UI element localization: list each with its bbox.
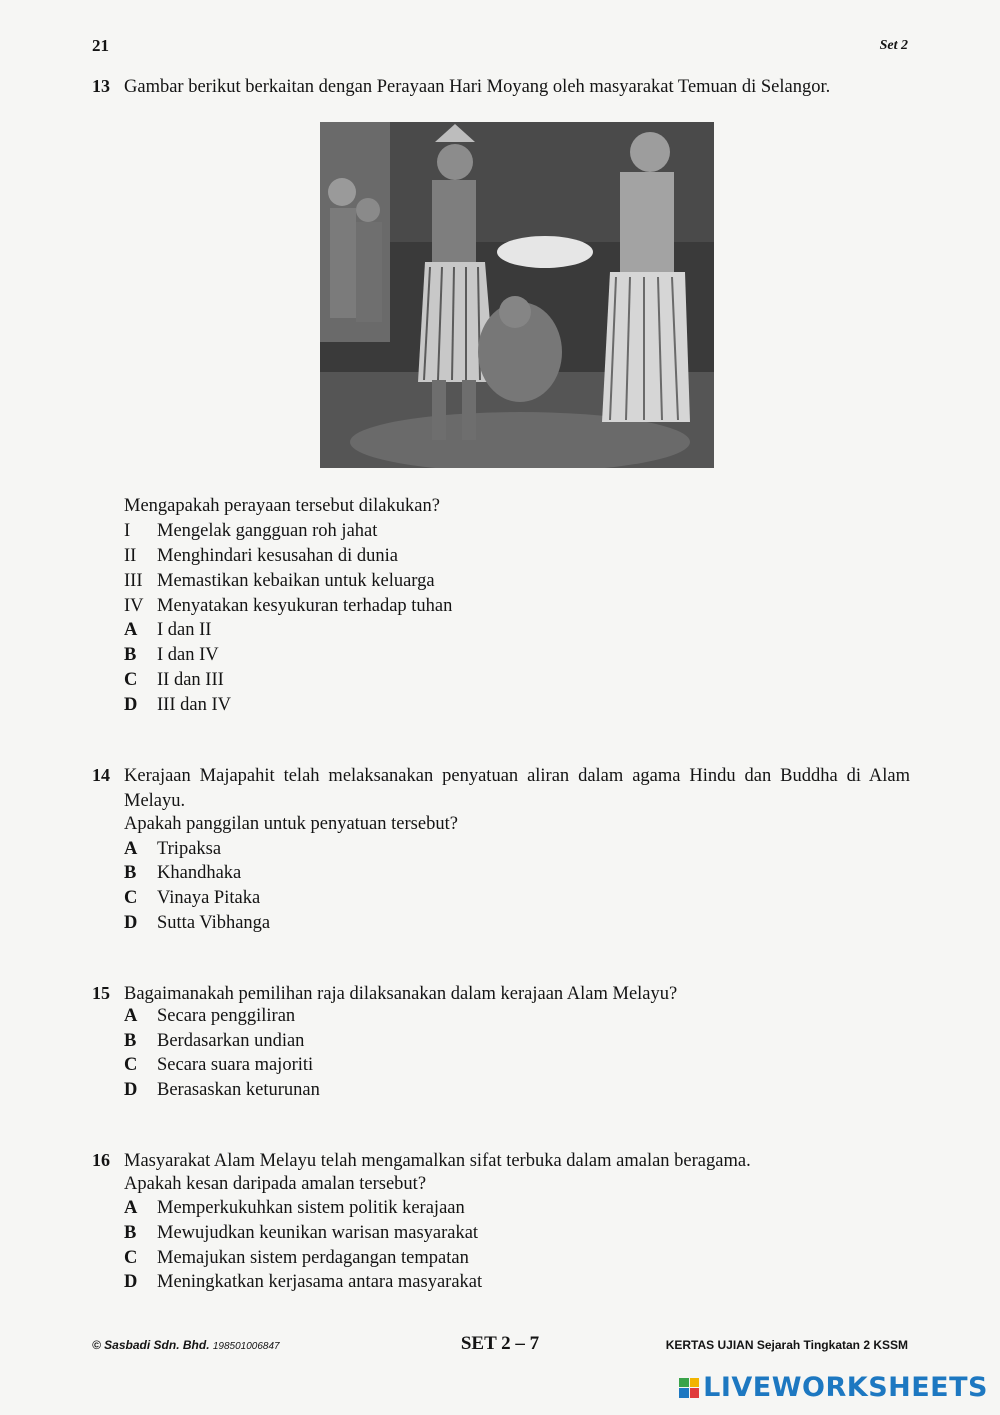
q13-option-a[interactable]: A I dan II [124, 620, 212, 640]
question-15-number: 15 [92, 983, 110, 1003]
set-label: Set 2 [879, 38, 908, 53]
question-14-stem: Kerajaan Majapahit telah melaksanakan penyatuan aliran dalam agama Hindu dan Buddha di Alam Melayu. [124, 766, 910, 811]
q13-option-c[interactable]: C II dan III [124, 670, 224, 690]
festival-photo [320, 122, 714, 468]
question-14-number: 14 [92, 765, 110, 785]
question-16-stem: Masyarakat Alam Melayu telah mengamalkan sifat terbuka dalam amalan beragama. [124, 1151, 751, 1171]
liveworksheets-watermark[interactable] [679, 1372, 988, 1403]
q16-option-c[interactable]: C Memajukan sistem perdagangan tempatan [124, 1248, 469, 1268]
question-13-number: 13 [92, 76, 110, 96]
q16-option-d[interactable]: D Meningkatkan kerjasama antara masyarakat [124, 1272, 483, 1292]
logo-square-red [690, 1388, 700, 1398]
liveworksheets-logo-icon [679, 1378, 699, 1398]
question-16-prompt: Apakah kesan daripada amalan tersebut? [124, 1174, 427, 1194]
q14-option-a[interactable]: A Tripaksa [124, 839, 222, 859]
statement-I: I Mengelak gangguan roh jahat [124, 521, 378, 541]
q14-option-d[interactable]: D Sutta Vibhanga [124, 913, 271, 933]
question-14-prompt: Apakah panggilan untuk penyatuan tersebut? [124, 814, 458, 834]
q16-option-a[interactable]: A Memperkukuhkan sistem politik kerajaan [124, 1198, 465, 1218]
footer-publisher: © Sasbadi Sdn. Bhd. 198501006847 [92, 1338, 280, 1352]
logo-square-blue [679, 1388, 689, 1398]
footer-series: KERTAS UJIAN Sejarah Tingkatan 2 KSSM [665, 1338, 908, 1352]
q14-option-c[interactable]: C Vinaya Pitaka [124, 888, 261, 908]
statement-II: II Menghindari kesusahan di dunia [124, 546, 398, 566]
q13-option-b[interactable]: B I dan IV [124, 645, 219, 665]
logo-square-green [679, 1378, 689, 1388]
page-number: 21 [92, 36, 109, 55]
footer-page-code: SET 2 – 7 [460, 1333, 540, 1354]
logo-square-yellow [690, 1378, 700, 1388]
statement-IV: IV Menyatakan kesyukuran terhadap tuhan [124, 596, 453, 616]
q15-option-d[interactable]: D Berasaskan keturunan [124, 1080, 320, 1100]
watermark-text: LIVEWORKSHEETS [703, 1372, 988, 1403]
q16-option-b[interactable]: B Mewujudkan keunikan warisan masyarakat [124, 1223, 479, 1243]
question-13-prompt: Mengapakah perayaan tersebut dilakukan? [124, 496, 440, 516]
q13-option-d[interactable]: D III dan IV [124, 695, 231, 715]
question-13-stem: Gambar berikut berkaitan dengan Perayaan Hari Moyang oleh masyarakat Temuan di Selangor. [124, 77, 831, 97]
question-16-number: 16 [92, 1150, 110, 1170]
q15-option-b[interactable]: B Berdasarkan undian [124, 1031, 305, 1051]
footer-registration: 198501006847 [212, 1341, 280, 1352]
q14-option-b[interactable]: B Khandhaka [124, 863, 242, 883]
q15-option-a[interactable]: A Secara penggiliran [124, 1006, 296, 1026]
q15-option-c[interactable]: C Secara suara majoriti [124, 1055, 314, 1075]
statement-III: III Memastikan kebaikan untuk keluarga [124, 571, 435, 591]
question-15-stem: Bagaimanakah pemilihan raja dilaksanakan dalam kerajaan Alam Melayu? [124, 984, 678, 1004]
